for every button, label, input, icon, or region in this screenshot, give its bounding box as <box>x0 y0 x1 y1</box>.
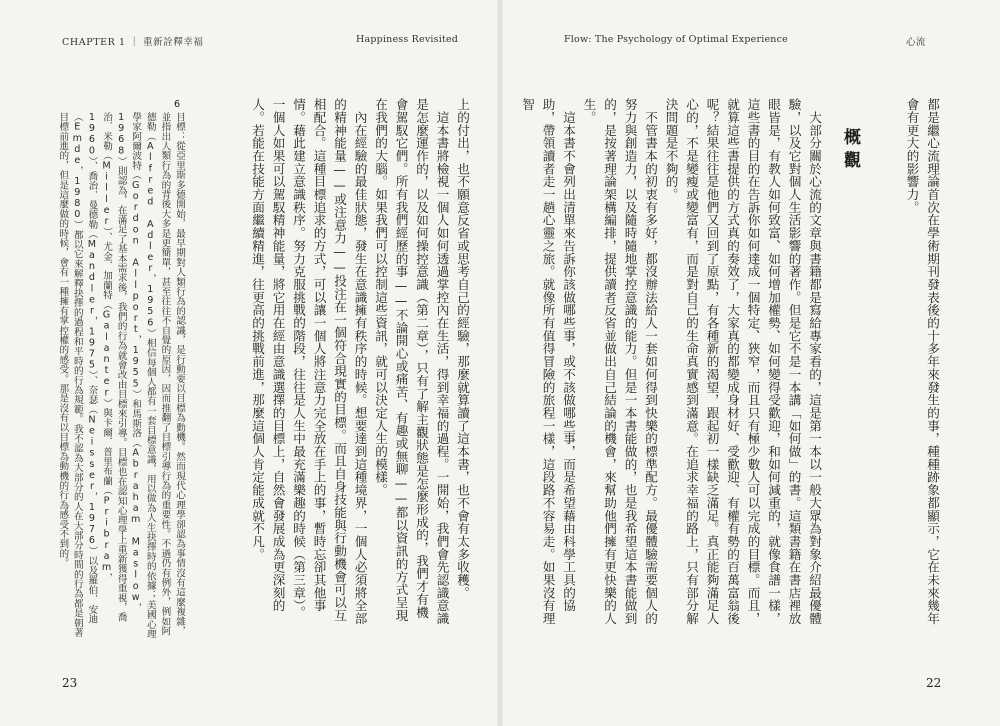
running-head-chapter: CHAPTER 1 ｜ 重新詮釋幸福 <box>62 37 204 48</box>
page-number-right: 22 <box>926 676 942 690</box>
running-head-title: Happiness Revisited <box>356 34 459 45</box>
right-body-text: 大部分關於心流的文章與書籍都是寫給專家看的，這是第一本以一般大眾為對象介紹最優體驗，以及它對個人生活影響的著作。但是它不是一本講「如何做」的書。這類書籍在書店裡放眼皆是，有教人如何致富、如何增加權勢、如何變得受歡迎，和如何減重的，就像食譜一樣，這些書的目的在告訴你如何達成一個特定、狹窄，而且只有極少數人可以完成的目標。而且，就算這些書提供的方式真的奏效了，大家真的都變成身材好、受歡迎、有權有勢的百萬富翁後呢？結果往往是他們又回到了原點，有各種新的渴望，跟起初一樣缺乏滿足。真正能夠滿足人心的，不是變瘦或變富有，而是對自己的生命真實感到滿意。在追求幸福的路上，只有部分解決問題是不夠的。 不管書本的初衷有多好，都沒辦法給人一套如何得到快樂的標準配方。最優體驗需要個人的努力與創造力，以及隨時隨地掌控意識的能力。但是一本書能做的，也是我希望這本書能做到的，是按著理論架構編排，提供讀者反省並做出自己結論的機會，來幫助他們擁有更快樂的人生。 這本書不會列出清單來告訴你該做哪些事，或不該做哪些事，而是希望藉由科學工具的協助，帶領讀者走一趟心靈之旅。就像所有值得冒險的旅程一樣，這段路不容易走。如果沒有理智 <box>520 98 822 625</box>
running-head-chapter: 心流 <box>906 37 926 48</box>
right-page <box>500 0 1000 726</box>
section-heading: 概觀 <box>840 128 860 174</box>
footnote-text: 目標：從亞里斯多德開始，最早期對人類行為的認識，是行動要以目標為動機。然而現代心理學卻認為事情沒有這麼複雜，並指出人類行為的背後大多是更簡單，甚至往往不自覺的原因，因而推翻了目標引導行為的重要性。不過仍有例外，例如阿德勒（Alfred Adler，1956）相信每個人都有一套目標意識，用以做為人生抉擇時的依據；美國心理學家阿爾波特（Gordon Allport，1955）和馬斯洛（Abraham Maslow，1968）則認為，在滿足了基本需求後，我們的行為就會改由目標來引導。目標也在認知心理學上重新獲得重視，喬治．米勒（Miller）、尤金．加蘭特（Galanter）與卡爾．普里布蘭（Pribram，1960）、喬治．曼德勒（Mandler，1975）、奈瑟（Neisser，1976）以及羅伯．安迪（Emde，1980）都以它來解釋抉擇的過程和平時的行為規範。我不認為大部分的人在大部分時間的行為都是朝著目標前進的，但是這麼做的時候，會有一種擁有掌控權的感受。那是沒有以目標為動機的行為感受不到的。 <box>57 112 185 639</box>
intro-text: 都是繼心流理論首次在學術期刊發表後的十多年來發生的事，種種跡象都顯示，它在未來幾年會有更大的影響力。 <box>904 98 940 625</box>
page-number-left: 23 <box>62 676 78 690</box>
running-head-title: Flow: The Psychology of Optimal Experience <box>564 34 788 45</box>
footnote-number: 6 <box>174 99 181 110</box>
left-body-text: 上的付出，也不願意反省或思考自己的經驗，那麼就算讀了這本書，也不會有太多收穫。 這本書將檢視一個人如何透過掌控內在生活，得到幸福的過程。一開始，我們會先認識意識是怎麼運作的，以及如何操控意識（第二章），只有了解主觀狀態是怎麼形成的，我們才有機會駕馭它們。所有我們經歷的事——不論開心或痛苦、有趣或無聊——都以資訊的方式呈現在我們的大腦。如果我們可以控制這些資訊，就可以決定人生的模樣。 內在經驗的最佳狀態，發生在意識擁有秩序的時候。想要達到這種境界，一個人必須將全部的精神能量——或注意力——投注在一個符合現實的目標。而且自身技能與行動機會可以互相配合。這種目標追求的方式，可以讓一個人將注意力完全放在手上的事，暫時忘卻其他事情。藉此建立意識秩序。努力克服挑戰的階段，往往是人生中最充滿樂趣的時候（第三章）。一個人如果可以駕馭精神能量，將它用在經由意識選擇的目標上，自然會發展成為更深刻的人。若能在技能方面繼續精進，往更高的挑戰前進，那麼這個人肯定能成就不凡。 <box>250 98 470 625</box>
